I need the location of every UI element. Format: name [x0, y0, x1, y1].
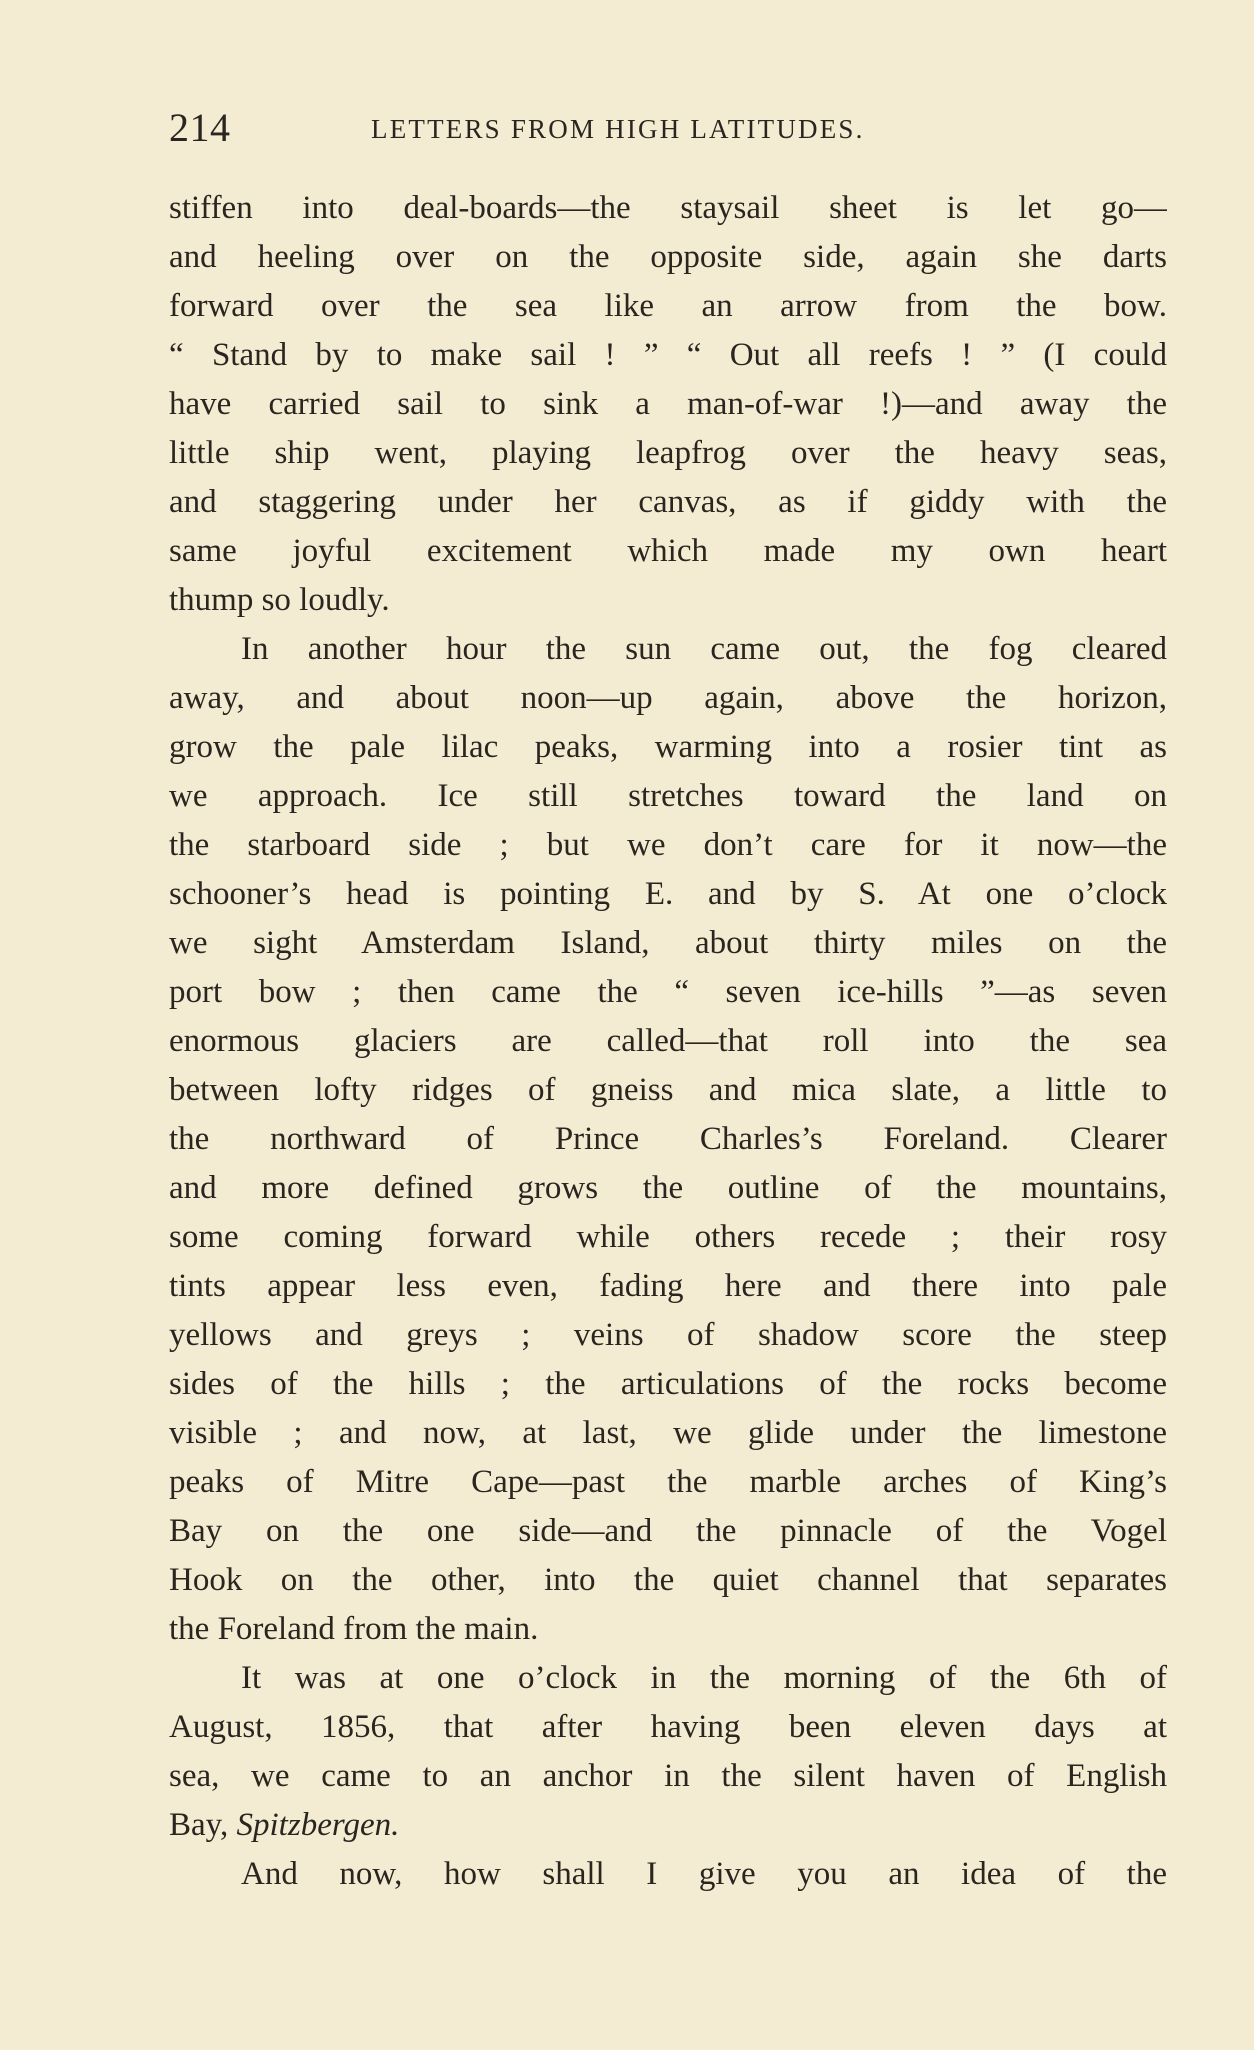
text-line: schooner’s head is pointing E. and by S. At one o’clock [169, 876, 1167, 912]
text-line: yellows and greys ; veins of shadow score the steep [169, 1317, 1167, 1353]
text-line: have carried sail to sink a man-of-war !)—and away the [169, 386, 1167, 422]
text-line: stiffen into deal-boards—the staysail sheet is let go— [169, 190, 1167, 226]
text-segment: Bay, [169, 1807, 237, 1843]
text-line: and staggering under her canvas, as if giddy with the [169, 484, 1167, 520]
italic-place-name: Spitzbergen. [236, 1807, 400, 1843]
text-line: August, 1856, that after having been eleven days at [169, 1709, 1167, 1745]
text-line: away, and about noon—up again, above the horizon, [169, 680, 1167, 716]
text-line: same joyful excitement which made my own heart [169, 533, 1167, 569]
text-line: enormous glaciers are called—that roll into the sea [169, 1023, 1167, 1059]
text-line: and more defined grows the outline of the mountains, [169, 1170, 1167, 1206]
text-line: port bow ; then came the “ seven ice-hills ”—as seven [169, 974, 1167, 1010]
paragraph-first-line: In another hour the sun came out, the fog cleared [241, 631, 1167, 667]
text-line: between lofty ridges of gneiss and mica slate, a little to [169, 1072, 1167, 1108]
text-line: the starboard side ; but we don’t care for it now—the [169, 827, 1167, 863]
text-line: sides of the hills ; the articulations of the rocks become [169, 1366, 1167, 1402]
running-title: LETTERS FROM HIGH LATITUDES. [371, 114, 865, 144]
body-text [169, 184, 1167, 1899]
text-line [169, 1801, 1167, 1850]
text-line: peaks of Mitre Cape—past the marble arches of King’s [169, 1464, 1167, 1500]
text-line: the Foreland from the main. [169, 1611, 539, 1647]
text-line: visible ; and now, at last, we glide under the limestone [169, 1415, 1167, 1451]
page-header [169, 104, 1167, 154]
paragraph-first-line: And now, how shall I give you an idea of the [241, 1856, 1167, 1892]
text-line: little ship went, playing leapfrog over the heavy seas, [169, 435, 1167, 471]
text-line: we approach. Ice still stretches toward the land on [169, 778, 1167, 814]
text-line: grow the pale lilac peaks, warming into a rosier tint as [169, 729, 1167, 765]
text-line: sea, we came to an anchor in the silent haven of English [169, 1758, 1167, 1794]
text-line: we sight Amsterdam Island, about thirty miles on the [169, 925, 1167, 961]
text-line: forward over the sea like an arrow from the bow. [169, 288, 1167, 324]
text-line: and heeling over on the opposite side, again she darts [169, 239, 1167, 275]
text-line: tints appear less even, fading here and there into pale [169, 1268, 1167, 1304]
text-line: Hook on the other, into the quiet channel that separates [169, 1562, 1167, 1598]
text-line: thump so loudly. [169, 582, 390, 618]
paragraph-first-line: It was at one o’clock in the morning of the 6th of [241, 1660, 1167, 1696]
text-line: some coming forward while others recede ; their rosy [169, 1219, 1167, 1255]
text-line: “ Stand by to make sail ! ” “ Out all reefs ! ” (I could [169, 337, 1167, 373]
text-line: Bay on the one side—and the pinnacle of the Vogel [169, 1513, 1167, 1549]
page-number: 214 [169, 105, 231, 150]
text-line: the northward of Prince Charles’s Foreland. Clearer [169, 1121, 1167, 1157]
